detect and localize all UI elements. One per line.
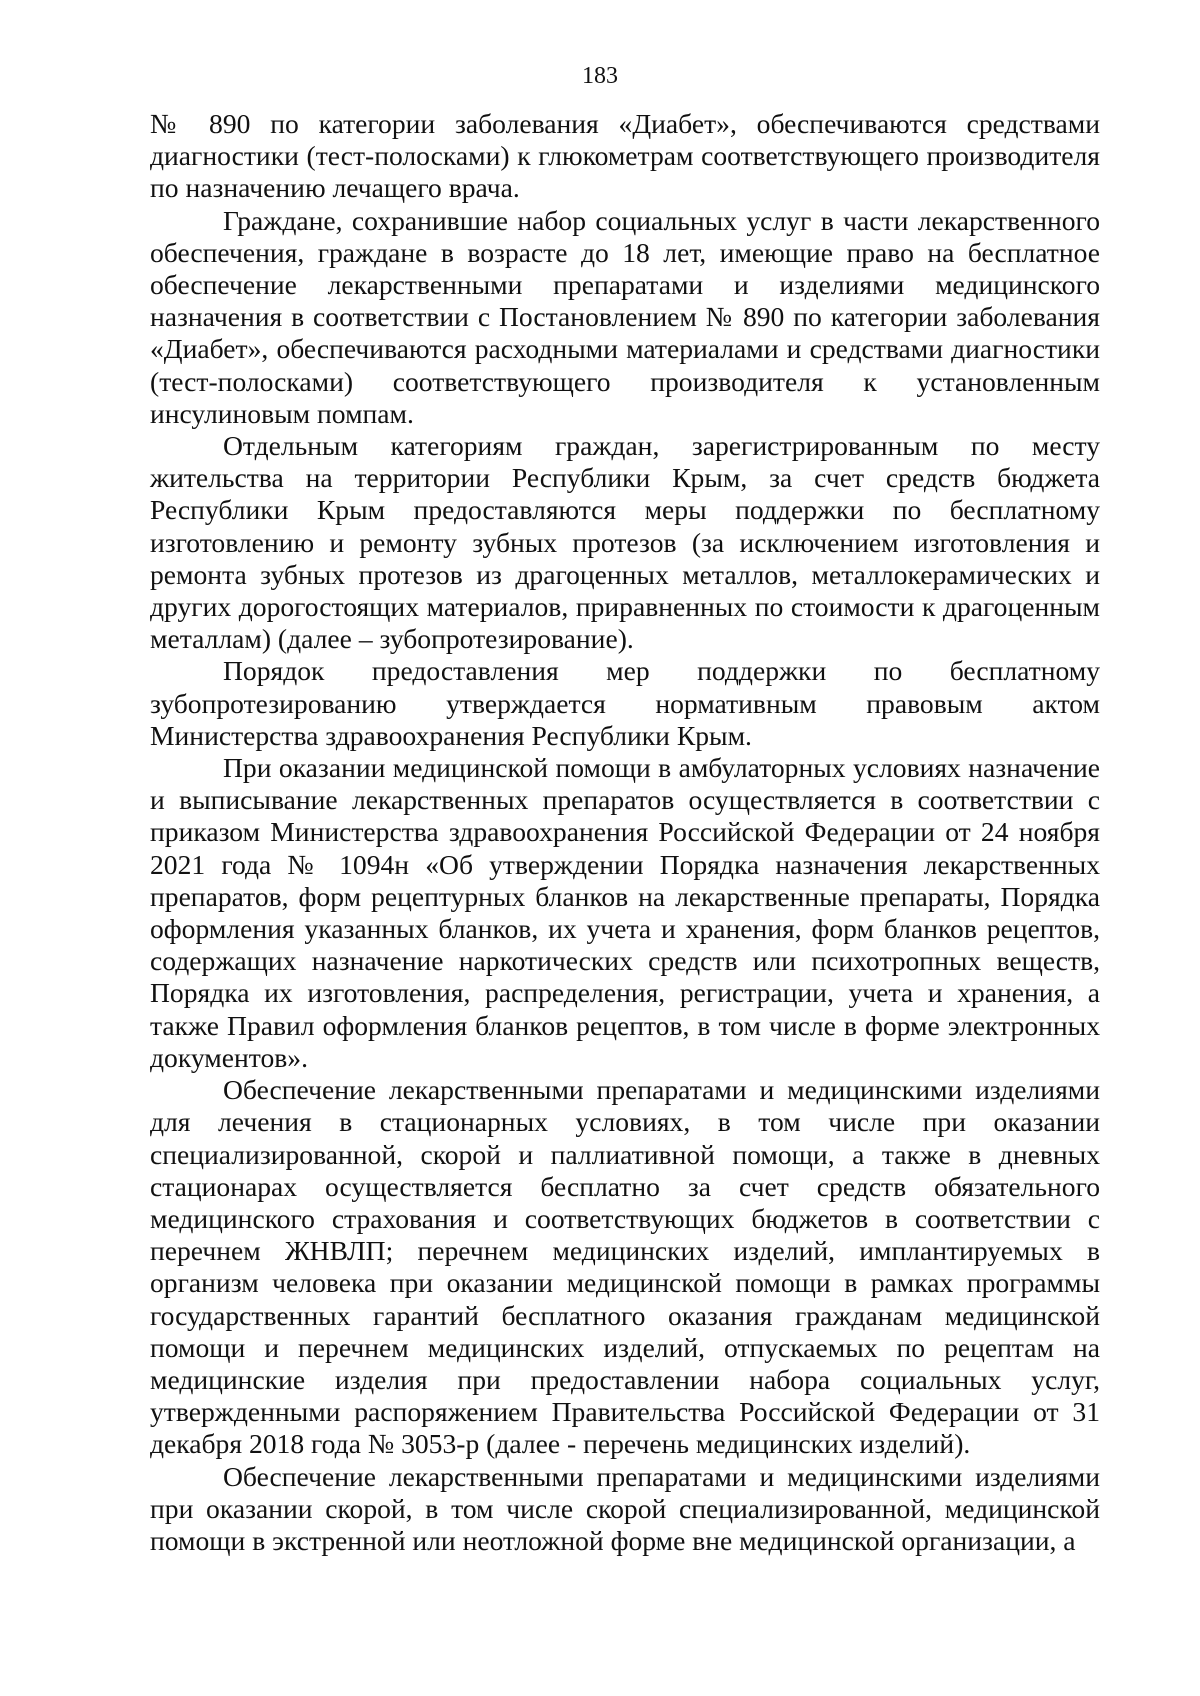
paragraph-outpatient-prescriptions: При оказании медицинской помощи в амбулаторных условиях назначение и выписывание лекарственных препаратов осуществляется в соответствии с приказом Министерства здравоохранения Российской Федерации от 24 ноября 2021 года № 1094н «Об утверждении Порядка назначения лекарственных препаратов, форм рецептурных бланков на лекарственные препараты, Порядка оформления указанных бланков, их учета и хранения, форм бланков рецептов, содержащих назначение наркотических средств или психотропных веществ, Порядка их изготовления, распределения, регистрации, учета и хранения, а также Правил оформления бланков рецептов, в том числе в форме электронных документов». [150, 752, 1100, 1073]
paragraph-diabetes-test-strips: № 890 по категории заболевания «Диабет», обеспечиваются средствами диагностики (тест-полосками) к глюкометрам соответствующего производителя по назначению лечащего врача. [150, 108, 1100, 204]
document-body [150, 108, 1100, 1557]
paragraph-insulin-pumps: Граждане, сохранившие набор социальных услуг в части лекарственного обеспечения, граждане в возрасте до 18 лет, имеющие право на бесплатное обеспечение лекарственными препаратами и изделиями медицинского назначения в соответствии с Постановлением № 890 по категории заболевания «Диабет», обеспечиваются расходными материалами и средствами диагностики (тест-полосками) соответствующего производителя к установленным инсулиновым помпам. [150, 204, 1100, 429]
paragraph-inpatient-supply: Обеспечение лекарственными препаратами и медицинскими изделиями для лечения в стационарных условиях, в том числе при оказании специализированной, скорой и паллиативной помощи, а также в дневных стационарах осуществляется бесплатно за счет средств обязательного медицинского страхования и соответствующих бюджетов в соответствии с перечнем ЖНВЛП; перечнем медицинских изделий, имплантируемых в организм человека при оказании медицинской помощи в рамках программы государственных гарантий бесплатного оказания гражданам медицинской помощи и перечнем медицинских изделий, отпускаемых по рецептам на медицинские изделия при предоставлении набора социальных услуг, утвержденными распоряжением Правительства Российской Федерации от 31 декабря 2018 года № 3053-р (далее - перечень медицинских изделий). [150, 1074, 1100, 1460]
paragraph-emergency-supply: Обеспечение лекарственными препаратами и медицинскими изделиями при оказании скорой, в том числе скорой специализированной, медицинской помощи в экстренной или неотложной форме вне медицинской организации, а [150, 1460, 1100, 1556]
paragraph-prosthetics-procedure: Порядок предоставления мер поддержки по бесплатному зубопротезированию утверждается нормативным правовым актом Министерства здравоохранения Республики Крым. [150, 655, 1100, 751]
page-number: 183 [582, 63, 618, 89]
paragraph-dental-prosthetics: Отдельным категориям граждан, зарегистрированным по месту жительства на территории Республики Крым, за счет средств бюджета Республики Крым предоставляются меры поддержки по бесплатному изготовлению и ремонту зубных протезов (за исключением изготовления и ремонта зубных протезов из драгоценных металлов, металлокерамических и других дорогостоящих материалов, приравненных по стоимости к драгоценным металлам) (далее – зубопротезирование). [150, 430, 1100, 655]
